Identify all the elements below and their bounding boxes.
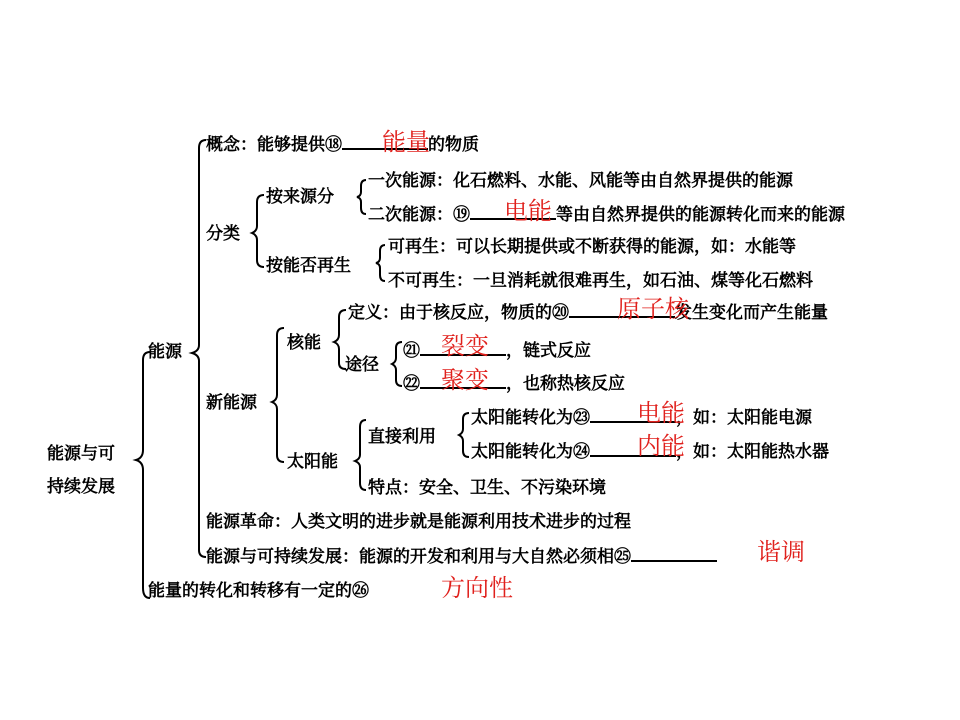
concept-prefix: 概念：能够提供⑱ [206,135,342,155]
root-brace [136,352,150,598]
way1-suffix: ，链式反应 [506,341,591,361]
way2-row [403,373,625,395]
new-energy-label: 新能源 [206,393,257,413]
root-title-line1: 能源与可 [47,444,115,464]
secondary-energy-row [368,204,845,226]
blank-25 [631,546,717,562]
answer-21: 裂变 [441,332,489,360]
nonrenewable: 不可再生：一旦消耗就很难再生，如石油、煤等化石燃料 [388,271,813,291]
answer-22: 聚变 [441,366,489,394]
answer-18: 能量 [382,128,430,156]
new-energy-brace [272,328,284,462]
by-renewable-brace [376,245,385,281]
energy-revolution: 能源革命：人类文明的进步就是能源利用技术进步的过程 [206,512,631,532]
energy-label: 能源 [148,342,182,362]
use2-suffix: ，如：太阳能热水器 [676,442,829,462]
direct-use-brace [459,413,469,457]
concept-row [206,134,479,156]
solar-brace [355,420,366,490]
root-title-line2: 持续发展 [47,477,115,497]
secondary-prefix: 二次能源：⑲ [368,205,470,225]
renewable: 可再生：可以长期提供或不断获得的能源，如：水能等 [388,237,796,257]
by-renewable-label: 按能否再生 [266,256,351,276]
answer-20: 原子核 [617,295,689,323]
nuclear-definition-row [348,302,828,324]
use2-prefix: 太阳能转化为㉔ [471,442,590,462]
direct-use-label: 直接利用 [368,427,436,447]
direction-row [148,580,369,602]
sustainable-prefix: 能源与可持续发展：能源的开发和利用与大自然必须相㉕ [206,547,631,567]
ways-brace [392,342,402,386]
classification-brace [252,195,264,267]
ways-label: 途径 [345,355,379,375]
answer-23: 电能 [637,399,685,427]
use1-prefix: 太阳能转化为㉓ [471,408,590,428]
definition-prefix: 定义：由于核反应，物质的⑳ [348,303,569,323]
answer-24: 内能 [637,432,685,460]
use1-suffix: ，如：太阳能电源 [676,408,812,428]
answer-19: 电能 [504,197,552,225]
solar-label: 太阳能 [287,452,338,472]
solar-features: 特点：安全、卫生、不污染环境 [368,478,606,498]
sustainable-row [206,546,717,568]
direction-prefix: 能量的转化和转移有一定的㉖ [148,581,369,601]
primary-energy: 一次能源：化石燃料、水能、风能等由自然界提供的能源 [368,171,793,191]
definition-suffix: 发生变化而产生能量 [675,303,828,323]
way1-row [403,340,591,362]
answer-26: 方向性 [441,574,513,602]
way2-num: ㉒ [403,374,420,394]
secondary-suffix: 等由自然界提供的能源转化而来的能源 [556,205,845,225]
energy-brace [192,140,206,557]
way2-suffix: ，也称热核反应 [506,374,625,394]
answer-25: 谐调 [757,538,805,566]
concept-suffix: 的物质 [428,135,479,155]
way1-num: ㉑ [403,341,420,361]
by-source-brace [357,180,366,214]
by-source-label: 按来源分 [266,187,334,207]
classification-label: 分类 [206,224,240,244]
nuclear-label: 核能 [287,333,321,353]
